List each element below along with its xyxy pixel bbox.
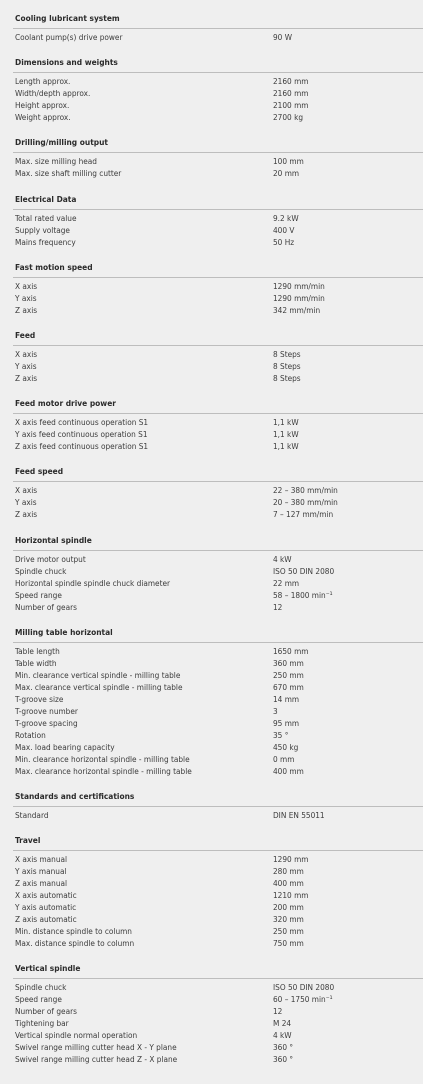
spec-row	[15, 877, 423, 889]
spec-label: Z axis	[15, 373, 38, 383]
spec-label: X axis feed continuous operation S1	[15, 417, 149, 427]
spec-value: 1290 mm	[273, 854, 309, 864]
spec-value: 95 mm	[273, 718, 300, 728]
spec-row	[15, 1017, 423, 1029]
section-rows	[15, 29, 423, 43]
spec-value: 3	[273, 706, 278, 716]
section-rows	[15, 851, 423, 949]
section-title: Cooling lubricant system	[15, 13, 120, 23]
spec-row	[15, 416, 423, 428]
spec-value: 360 °	[273, 1054, 294, 1064]
section-rows	[15, 643, 423, 777]
spec-row	[15, 657, 423, 669]
spec-label: Vertical spindle normal operation	[15, 1030, 138, 1040]
spec-label: Drive motor output	[15, 554, 86, 564]
spec-row	[15, 111, 423, 123]
spec-label: Table length	[15, 646, 60, 656]
spec-row	[15, 753, 423, 765]
spec-label: X axis	[15, 485, 38, 495]
spec-value: DIN EN 55011	[273, 810, 325, 820]
spec-value: 7 – 127 mm/min	[273, 509, 334, 519]
spec-value: ISO 50 DIN 2080	[273, 982, 335, 992]
spec-label: X axis	[15, 349, 38, 359]
spec-value: 20 mm	[273, 168, 300, 178]
spec-label: Rotation	[15, 730, 46, 740]
spec-row	[15, 601, 423, 613]
spec-label: Table width	[15, 658, 57, 668]
spec-row	[15, 155, 423, 167]
spec-row	[15, 669, 423, 681]
spec-value: 400 mm	[273, 878, 304, 888]
spec-label: Length approx.	[15, 76, 71, 86]
spec-value: 22 mm	[273, 578, 300, 588]
spec-label: Supply voltage	[15, 225, 70, 235]
spec-row	[15, 993, 423, 1005]
spec-label: Max. clearance horizontal spindle - milling table	[15, 766, 192, 776]
spec-value: 280 mm	[273, 866, 304, 876]
spec-section-8	[15, 534, 423, 613]
spec-value: 4 kW	[273, 554, 292, 564]
spec-label: X axis	[15, 281, 38, 291]
spec-label: Z axis	[15, 509, 38, 519]
spec-label: Mains frequency	[15, 237, 76, 247]
spec-row	[15, 925, 423, 937]
spec-value: 8 Steps	[273, 361, 301, 371]
spec-row	[15, 428, 423, 440]
spec-label: Number of gears	[15, 602, 77, 612]
spec-row	[15, 304, 423, 316]
spec-label: Y axis manual	[15, 866, 67, 876]
spec-value: 320 mm	[273, 914, 304, 924]
spec-label: Max. size milling head	[15, 156, 97, 166]
spec-value: 0 mm	[273, 754, 295, 764]
spec-row	[15, 224, 423, 236]
spec-row	[15, 889, 423, 901]
spec-row	[15, 681, 423, 693]
spec-label: Standard	[15, 810, 49, 820]
spec-label: Max. distance spindle to column	[15, 938, 135, 948]
spec-row	[15, 645, 423, 657]
spec-section-5	[15, 329, 423, 384]
spec-label: Coolant pump(s) drive power	[15, 32, 123, 42]
spec-value: 9.2 kW	[273, 213, 299, 223]
spec-label: Swivel range milling cutter head X - Y plane	[15, 1042, 177, 1052]
spec-label: Spindle chuck	[15, 982, 67, 992]
spec-row	[15, 99, 423, 111]
section-title: Feed speed	[15, 466, 64, 476]
spec-value: 1210 mm	[273, 890, 309, 900]
spec-row	[15, 496, 423, 508]
section-title: Standards and certifications	[15, 791, 135, 801]
spec-value: 360 mm	[273, 658, 304, 668]
spec-label: Y axis automatic	[15, 902, 77, 912]
spec-row	[15, 981, 423, 993]
spec-value: 90 W	[273, 32, 292, 42]
spec-section-11	[15, 834, 423, 949]
section-title: Dimensions and weights	[15, 57, 118, 67]
spec-value: 200 mm	[273, 902, 304, 912]
spec-section-12	[15, 962, 423, 1065]
section-title: Feed	[15, 330, 36, 340]
section-rows	[15, 807, 423, 821]
spec-row	[15, 717, 423, 729]
section-title: Milling table horizontal	[15, 627, 113, 637]
spec-value: 22 – 380 mm/min	[273, 485, 338, 495]
spec-section-2	[15, 136, 423, 179]
spec-label: Y axis	[15, 361, 37, 371]
spec-section-9	[15, 626, 423, 777]
spec-section-7	[15, 465, 423, 520]
spec-row	[15, 348, 423, 360]
spec-label: Z axis	[15, 305, 38, 315]
spec-value: 8 Steps	[273, 373, 301, 383]
spec-value: 360 °	[273, 1042, 294, 1052]
section-title: Drilling/milling output	[15, 137, 108, 147]
spec-value: 1650 mm	[273, 646, 309, 656]
spec-value: 4 kW	[273, 1030, 292, 1040]
spec-row	[15, 565, 423, 577]
spec-row	[15, 553, 423, 565]
spec-row	[15, 913, 423, 925]
spec-label: Max. load bearing capacity	[15, 742, 115, 752]
spec-label: Z axis feed continuous operation S1	[15, 441, 149, 451]
spec-value: 2100 mm	[273, 100, 309, 110]
spec-value: 14 mm	[273, 694, 300, 704]
section-rows	[15, 551, 423, 613]
spec-row	[15, 589, 423, 601]
section-title: Vertical spindle	[15, 963, 81, 973]
spec-value: 250 mm	[273, 670, 304, 680]
section-rows	[15, 979, 423, 1065]
spec-row	[15, 280, 423, 292]
spec-row	[15, 705, 423, 717]
section-rows	[15, 278, 423, 316]
spec-section-0	[15, 12, 423, 43]
spec-value: 1290 mm/min	[273, 293, 325, 303]
spec-section-10	[15, 790, 423, 821]
spec-row	[15, 1005, 423, 1017]
spec-value: 450 kg	[273, 742, 299, 752]
spec-value: 2700 kg	[273, 112, 304, 122]
spec-row	[15, 75, 423, 87]
spec-label: T-groove spacing	[15, 718, 78, 728]
spec-row	[15, 693, 423, 705]
spec-value: 400 mm	[273, 766, 304, 776]
spec-row	[15, 741, 423, 753]
spec-row	[15, 31, 423, 43]
spec-row	[15, 809, 423, 821]
spec-row	[15, 865, 423, 877]
spec-label: Speed range	[15, 590, 62, 600]
spec-value: 1290 mm/min	[273, 281, 325, 291]
section-rows	[15, 73, 423, 123]
spec-section-4	[15, 261, 423, 316]
spec-value: ISO 50 DIN 2080	[273, 566, 335, 576]
spec-value: 250 mm	[273, 926, 304, 936]
spec-section-6	[15, 397, 423, 452]
section-title: Electrical Data	[15, 194, 77, 204]
spec-label: T-groove size	[15, 694, 64, 704]
spec-value: 750 mm	[273, 938, 304, 948]
spec-label: Width/depth approx.	[15, 88, 91, 98]
section-rows	[15, 482, 423, 520]
section-rows	[15, 153, 423, 179]
spec-value: 12	[273, 1006, 283, 1016]
spec-row	[15, 901, 423, 913]
spec-value: 1,1 kW	[273, 429, 299, 439]
spec-row	[15, 937, 423, 949]
spec-row	[15, 1029, 423, 1041]
spec-value: 60 – 1750 min⁻¹	[273, 994, 333, 1004]
spec-label: X axis manual	[15, 854, 68, 864]
section-rows	[15, 414, 423, 452]
spec-row	[15, 853, 423, 865]
section-title: Feed motor drive power	[15, 398, 116, 408]
spec-label: Horizontal spindle spindle chuck diameter	[15, 578, 171, 588]
spec-value: 1,1 kW	[273, 417, 299, 427]
spec-label: Height approx.	[15, 100, 70, 110]
spec-row	[15, 212, 423, 224]
spec-value: 8 Steps	[273, 349, 301, 359]
spec-row	[15, 236, 423, 248]
spec-value: 1,1 kW	[273, 441, 299, 451]
spec-value: 35 °	[273, 730, 289, 740]
spec-value: 50 Hz	[273, 237, 295, 247]
spec-row	[15, 765, 423, 777]
spec-table	[0, 12, 423, 1065]
section-title: Fast motion speed	[15, 262, 93, 272]
spec-label: Y axis	[15, 497, 37, 507]
spec-label: Min. clearance vertical spindle - milling table	[15, 670, 181, 680]
spec-row	[15, 508, 423, 520]
spec-row	[15, 167, 423, 179]
section-title: Horizontal spindle	[15, 535, 92, 545]
section-rows	[15, 210, 423, 248]
spec-row	[15, 440, 423, 452]
spec-label: Min. clearance horizontal spindle - milling table	[15, 754, 190, 764]
spec-label: T-groove number	[15, 706, 78, 716]
section-rows	[15, 346, 423, 384]
spec-label: Max. size shaft milling cutter	[15, 168, 122, 178]
spec-label: Z axis manual	[15, 878, 68, 888]
spec-value: 12	[273, 602, 283, 612]
spec-section-3	[15, 193, 423, 248]
spec-label: Total rated value	[15, 213, 77, 223]
spec-row	[15, 484, 423, 496]
spec-label: Tightening bar	[15, 1018, 69, 1028]
section-title: Travel	[15, 835, 41, 845]
spec-value: 2160 mm	[273, 88, 309, 98]
spec-label: Weight approx.	[15, 112, 71, 122]
spec-label: Swivel range milling cutter head Z - X plane	[15, 1054, 178, 1064]
spec-row	[15, 292, 423, 304]
spec-label: X axis automatic	[15, 890, 77, 900]
spec-value: M 24	[273, 1018, 292, 1028]
spec-label: Speed range	[15, 994, 62, 1004]
spec-row	[15, 1041, 423, 1053]
spec-label: Number of gears	[15, 1006, 77, 1016]
spec-label: Max. clearance vertical spindle - milling table	[15, 682, 183, 692]
spec-value: 400 V	[273, 225, 295, 235]
spec-row	[15, 577, 423, 589]
spec-row	[15, 372, 423, 384]
spec-section-1	[15, 56, 423, 123]
spec-value: 342 mm/min	[273, 305, 321, 315]
spec-value: 20 – 380 mm/min	[273, 497, 338, 507]
spec-value: 670 mm	[273, 682, 304, 692]
spec-row	[15, 360, 423, 372]
spec-row	[15, 1053, 423, 1065]
spec-value: 2160 mm	[273, 76, 309, 86]
spec-label: Z axis automatic	[15, 914, 77, 924]
spec-label: Y axis	[15, 293, 37, 303]
spec-value: 100 mm	[273, 156, 304, 166]
spec-value: 58 – 1800 min⁻¹	[273, 590, 333, 600]
spec-label: Spindle chuck	[15, 566, 67, 576]
spec-label: Min. distance spindle to column	[15, 926, 132, 936]
spec-row	[15, 729, 423, 741]
spec-row	[15, 87, 423, 99]
spec-label: Y axis feed continuous operation S1	[15, 429, 148, 439]
